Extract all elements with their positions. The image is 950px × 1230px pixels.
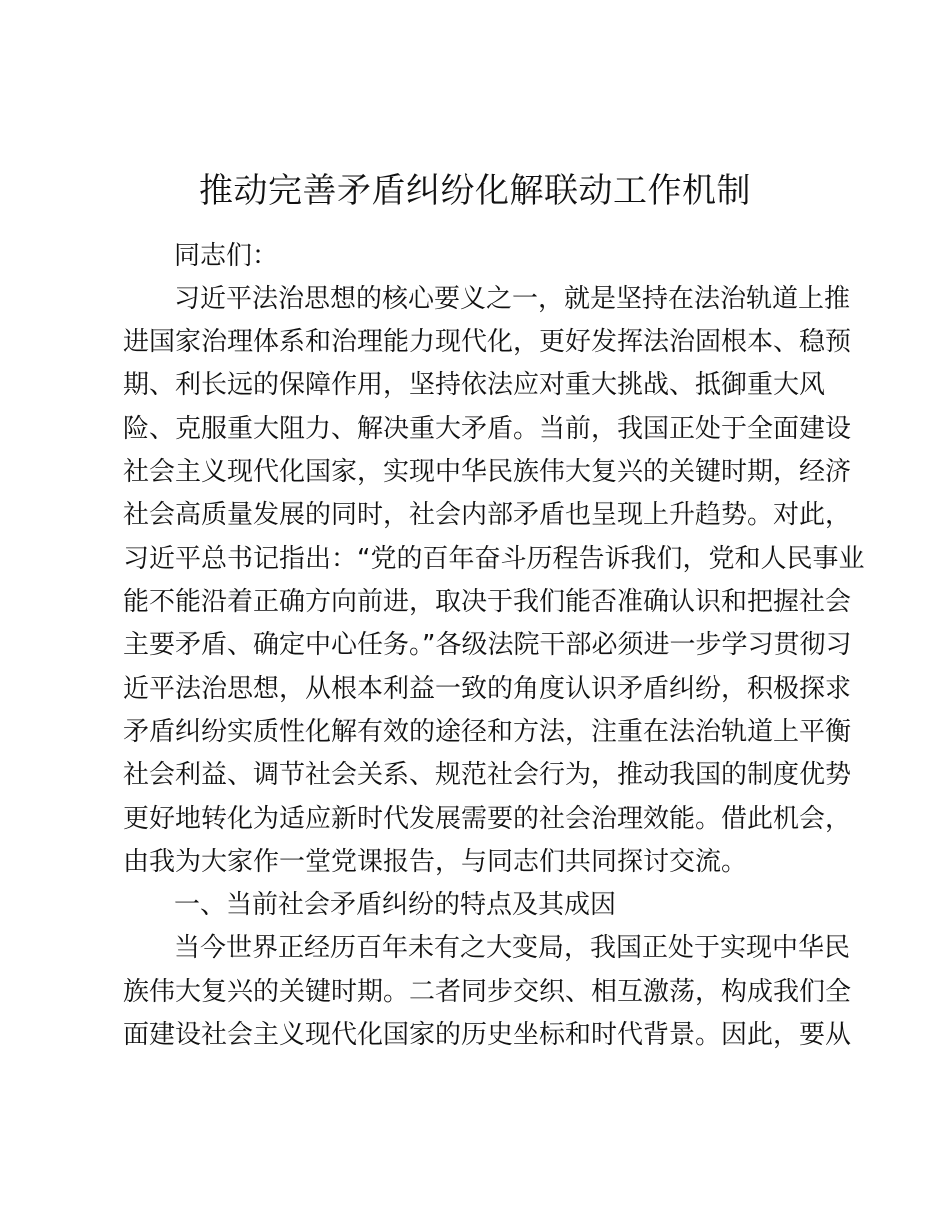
paragraph-line: 面建设社会主义现代化国家的历史坐标和时代背景。因此，要从 [123,1020,852,1050]
paragraph-line: 能不能沿着正确方向前进，取决于我们能否准确认识和把握社会 [123,587,852,617]
section-heading: 一、当前社会矛盾纠纷的特点及其成因 [174,890,617,920]
paragraph-line: 险、克服重大阻力、解决重大矛盾。当前，我国正处于全面建设 [123,414,852,444]
paragraph-line: 进国家治理体系和治理能力现代化，更好发挥法治固根本、稳预 [123,327,852,357]
paragraph-line: 主要矛盾、确定中心任务。”各级法院干部必须进一步学习贯彻习 [123,630,852,660]
paragraph-line: 近平法治思想，从根本利益一致的角度认识矛盾纠纷，积极探求 [123,674,852,704]
paragraph-line: 期、利长远的保障作用，坚持依法应对重大挑战、抵御重大风 [123,370,826,400]
paragraph-line: 更好地转化为适应新时代发展需要的社会治理效能。借此机会， [123,804,852,834]
paragraph-line: 社会高质量发展的同时，社会内部矛盾也呈现上升趋势。对此， [123,500,852,530]
paragraph-line: 由我为大家作一堂党课报告，与同志们共同探讨交流。 [123,847,748,877]
paragraph-line: 族伟大复兴的关键时期。二者同步交织、相互激荡，构成我们全 [123,977,852,1007]
paragraph-line: 当今世界正经历百年未有之大变局，我国正处于实现中华民 [174,933,851,963]
salutation: 同志们： [174,241,279,271]
paragraph-line: 习近平法治思想的核心要义之一，就是坚持在法治轨道上推 [174,284,851,314]
paragraph-line: 矛盾纠纷实质性化解有效的途径和方法，注重在法治轨道上平衡 [123,717,852,747]
document-title: 推动完善矛盾纠纷化解联动工作机制 [199,171,751,211]
paragraph-line: 习近平总书记指出：“党的百年奋斗历程告诉我们，党和人民事业 [123,544,865,574]
paragraph-line: 社会主义现代化国家，实现中华民族伟大复兴的关键时期，经济 [123,457,852,487]
paragraph-line: 社会利益、调节社会关系、规范社会行为，推动我国的制度优势 [123,760,852,790]
